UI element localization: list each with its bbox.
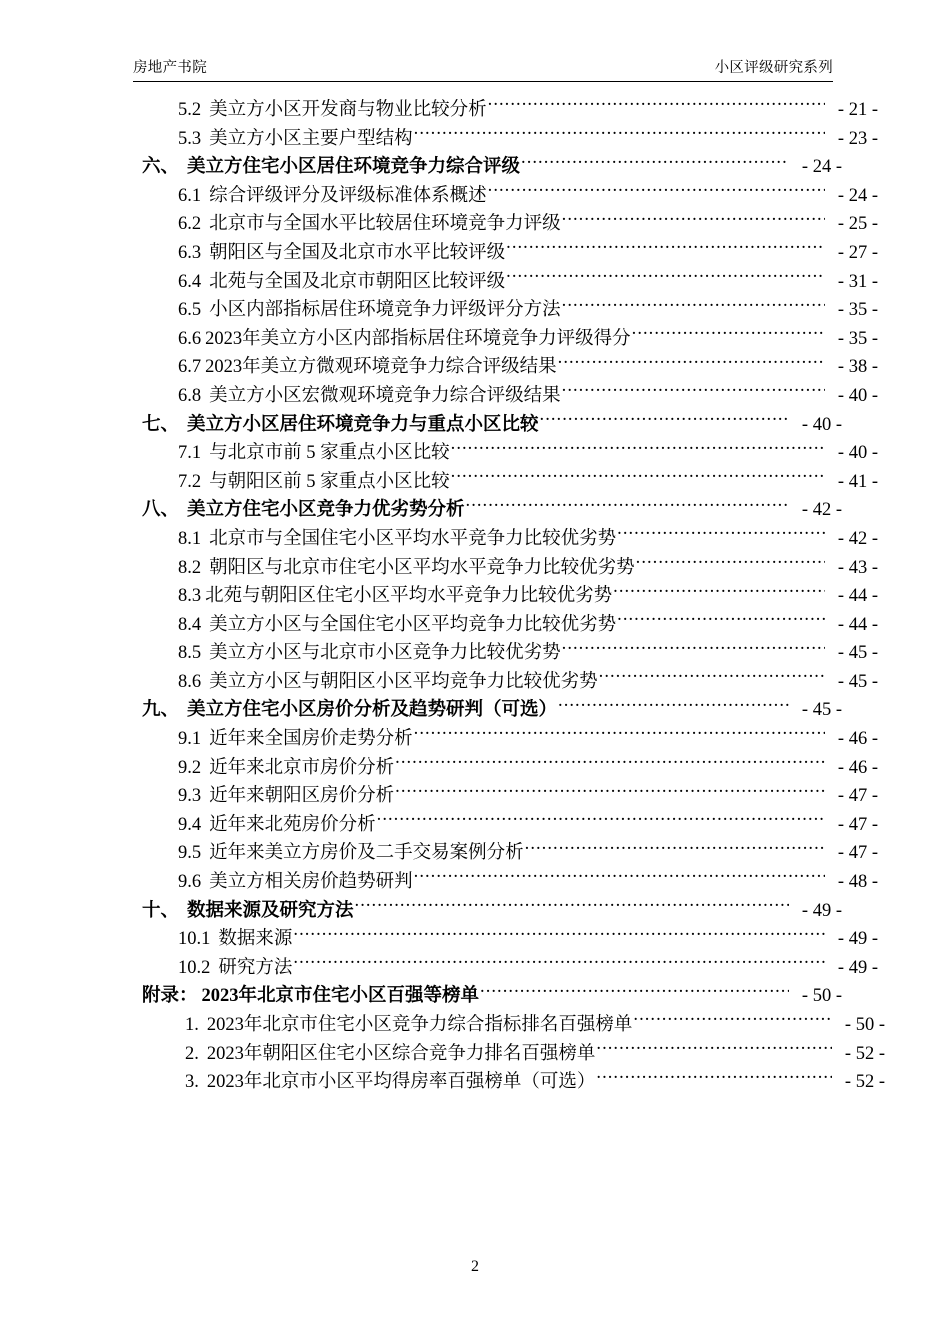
toc-entry-page-number: - 25 - [837,214,878,235]
toc-dot-leader [540,411,789,430]
toc-entry-page-number: - 31 - [837,271,878,292]
toc-entry-number: 九、 [142,700,180,721]
toc-entry-number: 9.3 [178,786,202,807]
toc-entry[interactable] [133,1011,885,1040]
toc-entry-page-number: - 47 - [837,814,878,835]
toc-entry[interactable] [133,639,878,668]
toc-entry-title: 美立方住宅小区竞争力优劣势分析 [187,500,465,521]
toc-dot-leader [506,268,825,287]
toc-dot-leader [558,697,789,716]
toc-entry[interactable] [133,668,878,697]
toc-entry-title: 综合评级评分及评级标准体系概述 [209,185,487,206]
toc-entry[interactable] [133,982,842,1011]
toc-dot-leader [395,783,825,802]
toc-dot-leader [633,1012,832,1031]
toc-entry-title: 美立方住宅小区居住环境竞争力综合评级 [187,157,521,178]
toc-entry-number: 9.2 [178,757,202,778]
toc-entry[interactable] [133,182,878,211]
toc-entry-number: 6.4 [178,271,202,292]
toc-entry-number: 6.7 [178,357,202,378]
toc-entry-page-number: - 44 - [837,614,878,635]
toc-entry[interactable] [133,353,878,382]
page-header [133,60,833,82]
toc-entry[interactable] [133,153,842,182]
toc-entry-number: 8.5 [178,643,202,664]
toc-entry[interactable] [133,125,878,154]
toc-entry-title: 与北京市前 5 家重点小区比较 [209,443,450,464]
toc-entry-title: 与朝阳区前 5 家重点小区比较 [209,471,450,492]
toc-entry-number: 9.1 [178,729,202,750]
toc-entry[interactable] [133,210,878,239]
toc-dot-leader [480,983,789,1002]
toc-entry-number: 9.4 [178,814,202,835]
toc-entry[interactable] [133,239,878,268]
toc-entry-number: 1. [185,1015,199,1035]
toc-entry-title: 近年来北京市房价分析 [209,757,395,778]
toc-entry[interactable] [133,525,878,554]
toc-entry-page-number: - 48 - [837,872,878,893]
toc-entry-number: 5.3 [178,128,202,149]
toc-dot-leader [355,897,789,916]
toc-entry-title: 北京市与全国水平比较居住环境竞争力评级 [209,214,561,235]
toc-dot-leader [377,811,825,830]
toc-dot-leader [414,726,825,745]
toc-dot-leader [451,468,825,487]
toc-entry-page-number: - 49 - [837,957,878,978]
toc-entry-title: 近年来北苑房价分析 [209,814,376,835]
toc-entry-page-number: - 40 - [801,414,842,435]
toc-entry-number: 8.4 [178,614,202,635]
toc-entry-page-number: - 35 - [837,328,878,349]
toc-entry-page-number: - 45 - [837,671,878,692]
toc-entry[interactable] [133,868,878,897]
toc-entry-title: 2023年美立方微观环境竞争力综合评级结果 [205,357,557,378]
toc-entry-number: 2. [185,1043,199,1064]
toc-entry[interactable] [133,496,842,525]
toc-dot-leader [414,869,825,888]
toc-entry[interactable] [133,325,878,354]
toc-entry-page-number: - 23 - [837,128,878,149]
toc-entry-title: 北京市与全国住宅小区平均水平竞争力比较优劣势 [209,528,617,549]
toc-dot-leader [558,354,825,373]
toc-entry-page-number: - 35 - [837,300,878,321]
toc-entry[interactable] [133,411,842,440]
toc-entry-title: 研究方法 [218,957,293,978]
toc-entry-title: 美立方小区与朝阳区小区平均竞争力比较优劣势 [209,671,598,692]
toc-entry-page-number: - 42 - [801,500,842,521]
toc-dot-leader [636,554,825,573]
toc-entry-page-number: - 40 - [837,385,878,406]
toc-dot-leader [599,668,825,687]
toc-entry-page-number: - 43 - [837,557,878,578]
toc-entry-title: 2023年北京市小区平均得房率百强榜单（可选） [206,1072,596,1093]
toc-entry-number: 八、 [142,500,180,521]
toc-entry-title: 美立方小区与全国住宅小区平均竞争力比较优劣势 [209,614,617,635]
toc-entry[interactable] [133,1068,885,1097]
toc-entry-number: 6.6 [178,328,202,349]
toc-entry-number: 附录： [142,986,198,1007]
toc-entry-page-number: - 24 - [837,185,878,206]
toc-entry-page-number: - 47 - [837,786,878,807]
toc-entry-title: 美立方住宅小区房价分析及趋势研判（可选） [187,700,558,721]
toc-entry-title: 近年来朝阳区房价分析 [209,786,395,807]
toc-entry-page-number: - 21 - [837,100,878,120]
toc-entry[interactable] [133,554,878,583]
toc-entry-title: 朝阳区与全国及北京市水平比较评级 [209,242,506,263]
toc-entry-number: 6.5 [178,300,202,321]
toc-entry-page-number: - 46 - [837,757,878,778]
toc-entry-title: 小区内部指标居住环境竞争力评级评分方法 [209,300,561,321]
page-footer [0,1258,950,1276]
toc-entry-title: 2023年朝阳区住宅小区综合竞争力排名百强榜单 [206,1043,596,1064]
toc-entry[interactable] [133,96,878,125]
toc-dot-leader [617,525,825,544]
toc-entry[interactable] [133,268,878,297]
toc-entry-title: 朝阳区与北京市住宅小区平均水平竞争力比较优劣势 [209,557,635,578]
toc-entry-page-number: - 47 - [837,843,878,864]
toc-dot-leader [617,611,825,630]
toc-dot-leader [632,325,825,344]
toc-dot-leader [451,440,825,459]
toc-dot-leader [395,754,825,773]
toc-entry-page-number: - 27 - [837,242,878,263]
toc-dot-leader [488,182,825,201]
toc-entry-page-number: - 49 - [801,900,842,921]
toc-entry[interactable] [133,468,878,497]
toc-entry-page-number: - 45 - [837,643,878,664]
toc-entry-title: 近年来全国房价走势分析 [209,729,413,750]
toc-entry-title: 2023年北京市住宅小区百强等榜单 [201,986,480,1007]
header-right-title: 小区评级研究系列 [714,60,833,76]
toc-entry[interactable] [133,725,878,754]
toc-entry[interactable] [133,782,878,811]
toc-entry-number: 8.6 [178,671,202,692]
toc-entry[interactable] [133,839,878,868]
toc-entry[interactable] [133,611,878,640]
toc-dot-leader [562,297,825,316]
toc-entry[interactable] [133,897,842,926]
toc-dot-leader [414,125,825,144]
toc-entry-title: 近年来美立方房价及二手交易案例分析 [209,843,524,864]
toc-entry-title: 2023年北京市住宅小区竞争力综合指标排名百强榜单 [206,1015,633,1035]
footer-page-number: 2 [471,1258,479,1275]
toc-dot-leader [293,926,825,945]
toc-dot-leader [521,154,789,173]
toc-entry-title: 2023年美立方小区内部指标居住环境竞争力评级得分 [205,328,631,349]
toc-entry-title: 北苑与朝阳区住宅小区平均水平竞争力比较优劣势 [205,586,613,607]
toc-dot-leader [562,382,825,401]
toc-entry-number: 8.2 [178,557,202,578]
toc-dot-leader [596,1040,832,1059]
toc-entry-number: 10.1 [178,929,211,950]
toc-entry-page-number: - 24 - [801,157,842,178]
toc-entry-title: 美立方小区与北京市小区竞争力比较优劣势 [209,643,561,664]
toc-entry-title: 美立方小区宏微观环境竞争力综合评级结果 [209,385,561,406]
toc-entry-number: 9.5 [178,843,202,864]
toc-entry[interactable] [133,296,878,325]
toc-entry[interactable] [133,925,878,954]
toc-entry-number: 5.2 [178,100,202,120]
toc-entry-title: 美立方小区主要户型结构 [209,128,413,149]
toc-entry-number: 7.2 [178,471,202,492]
toc-entry-page-number: - 46 - [837,729,878,750]
toc-entry[interactable] [133,382,878,411]
toc-entry-page-number: - 50 - [801,986,842,1007]
table-of-contents [133,96,885,1097]
toc-entry-page-number: - 42 - [837,528,878,549]
toc-entry-number: 6.8 [178,385,202,406]
toc-entry-page-number: - 52 - [844,1072,885,1093]
toc-dot-leader [525,840,825,859]
toc-entry-number: 十、 [142,900,180,921]
toc-entry-number: 七、 [142,414,180,435]
toc-entry[interactable] [133,954,878,983]
toc-entry-title: 美立方小区居住环境竞争力与重点小区比较 [187,414,539,435]
toc-entry-number: 8.3 [178,586,202,607]
toc-entry-page-number: - 45 - [801,700,842,721]
toc-entry-page-number: - 50 - [844,1015,885,1035]
toc-entry-number: 3. [185,1072,199,1093]
toc-entry-number: 8.1 [178,528,202,549]
toc-entry-title: 美立方小区开发商与物业比较分析 [209,100,487,120]
toc-entry-title: 数据来源及研究方法 [187,900,354,921]
toc-entry-title: 数据来源 [218,929,293,950]
toc-entry-number: 9.6 [178,872,202,893]
toc-entry-number: 10.2 [178,957,211,978]
toc-entry[interactable] [133,696,842,725]
toc-entry[interactable] [133,1040,885,1069]
toc-entry-title: 美立方相关房价趋势研判 [209,872,413,893]
toc-entry[interactable] [133,754,878,783]
toc-dot-leader [488,97,825,116]
toc-dot-leader [562,640,825,659]
toc-dot-leader [613,583,825,602]
toc-entry-number: 6.1 [178,185,202,206]
toc-entry-page-number: - 40 - [837,443,878,464]
toc-entry[interactable] [133,811,878,840]
toc-dot-leader [293,954,825,973]
header-left-title: 房地产书院 [133,60,207,76]
toc-entry-title: 北苑与全国及北京市朝阳区比较评级 [209,271,506,292]
toc-entry-page-number: - 38 - [837,357,878,378]
toc-dot-leader [562,211,825,230]
toc-dot-leader [596,1069,832,1088]
toc-entry-page-number: - 52 - [844,1043,885,1064]
toc-entry-page-number: - 41 - [837,471,878,492]
toc-entry[interactable] [133,582,878,611]
toc-entry-page-number: - 49 - [837,929,878,950]
toc-entry[interactable] [133,439,878,468]
toc-entry-number: 6.3 [178,242,202,263]
toc-dot-leader [466,497,789,516]
toc-entry-number: 六、 [142,157,180,178]
toc-entry-page-number: - 44 - [837,586,878,607]
toc-dot-leader [506,239,825,258]
toc-entry-number: 6.2 [178,214,202,235]
toc-entry-number: 7.1 [178,443,202,464]
